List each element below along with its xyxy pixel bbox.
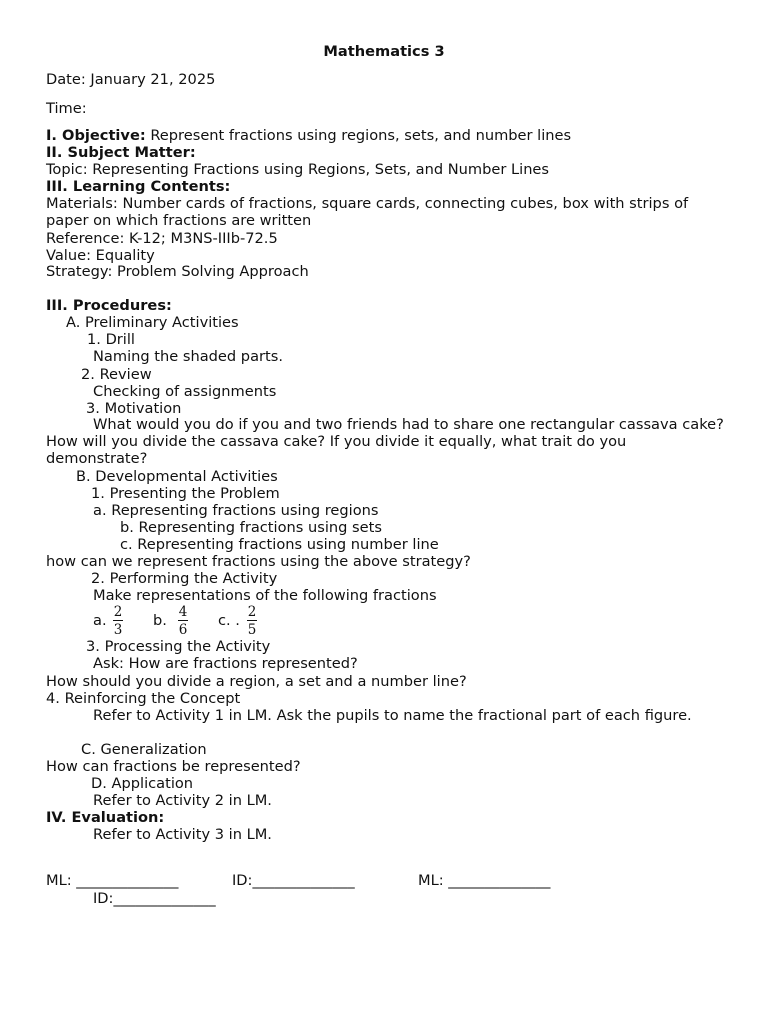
objective-text: Represent fractions using regions, sets, and number lines — [145, 127, 572, 144]
footer-ml-1: ML: ______________ — [46, 872, 179, 889]
footer-id-1: ID:______________ — [232, 872, 355, 889]
performing-heading: 2. Performing the Activity — [91, 570, 278, 587]
fraction-b-label: b. — [153, 612, 167, 629]
generalization-heading: C. Generalization — [81, 741, 207, 758]
fraction-a — [113, 605, 123, 637]
how-represent-question: how can we represent fractions using the above strategy? — [46, 553, 471, 570]
rep-number-line: c. Representing fractions using number line — [120, 536, 439, 553]
make-representations: Make representations of the following fractions — [93, 587, 437, 604]
subject-matter-heading: II. Subject Matter: — [46, 144, 196, 161]
application-heading: D. Application — [91, 775, 194, 792]
date-line: Date: January 21, 2025 — [46, 71, 216, 88]
how-divide-question: How should you divide a region, a set and a number line? — [46, 673, 467, 690]
reference-line: Reference: K-12; M3NS-IIIb-72.5 — [46, 230, 278, 247]
time-line: Time: — [46, 100, 87, 117]
drill-heading: 1. Drill — [87, 331, 135, 348]
processing-heading: 3. Processing the Activity — [86, 638, 271, 655]
fraction-b-numerator: 4 — [178, 604, 188, 620]
value-line: Value: Equality — [46, 247, 155, 264]
fraction-c-denominator: 5 — [247, 622, 257, 638]
fraction-c-numerator: 2 — [247, 604, 257, 620]
preliminary-heading: A. Preliminary Activities — [66, 314, 239, 331]
page-title: Mathematics 3 — [323, 43, 445, 60]
review-heading: 2. Review — [81, 366, 152, 383]
strategy-line: Strategy: Problem Solving Approach — [46, 263, 309, 280]
rep-sets: b. Representing fractions using sets — [120, 519, 382, 536]
fraction-a-denominator: 3 — [113, 622, 123, 638]
materials-line: Materials: Number cards of fractions, square cards, connecting cubes, box with strips of paper on which fractions are written — [46, 195, 689, 229]
objective-label: I. Objective: — [46, 127, 146, 144]
motivation-heading: 3. Motivation — [86, 400, 182, 417]
reinforcing-text: Refer to Activity 1 in LM. Ask the pupils to name the fractional part of each figure. — [93, 707, 692, 724]
review-text: Checking of assignments — [93, 383, 277, 400]
how-can-question: How can fractions be represented? — [46, 758, 301, 775]
developmental-heading: B. Developmental Activities — [76, 468, 278, 485]
drill-text: Naming the shaded parts. — [93, 348, 283, 365]
evaluation-heading: IV. Evaluation: — [46, 809, 165, 826]
fraction-b — [178, 605, 188, 637]
rep-regions: a. Representing fractions using regions — [93, 502, 379, 519]
motivation-text: What would you do if you and two friends had to share one rectangular cassava cake? How will you divide the cassava cake? If you divide it equally, what trait do you demonstrate? — [46, 416, 724, 467]
topic-line: Topic: Representing Fractions using Regions, Sets, and Number Lines — [46, 161, 550, 178]
footer-id-2: ID:______________ — [93, 890, 216, 907]
footer-ml-2: ML: ______________ — [418, 872, 551, 889]
presenting-heading: 1. Presenting the Problem — [91, 485, 280, 502]
fraction-a-numerator: 2 — [113, 604, 123, 620]
fraction-c — [247, 605, 257, 637]
objective-line — [46, 127, 571, 144]
evaluation-text: Refer to Activity 3 in LM. — [93, 826, 272, 843]
fraction-a-label: a. — [93, 612, 107, 629]
reinforcing-heading: 4. Reinforcing the Concept — [46, 690, 241, 707]
ask-line: Ask: How are fractions represented? — [93, 655, 358, 672]
fraction-c-label: c. . — [218, 612, 240, 629]
application-text: Refer to Activity 2 in LM. — [93, 792, 272, 809]
learning-contents-heading: III. Learning Contents: — [46, 178, 231, 195]
procedures-heading: III. Procedures: — [46, 297, 172, 314]
fraction-b-denominator: 6 — [178, 622, 188, 638]
